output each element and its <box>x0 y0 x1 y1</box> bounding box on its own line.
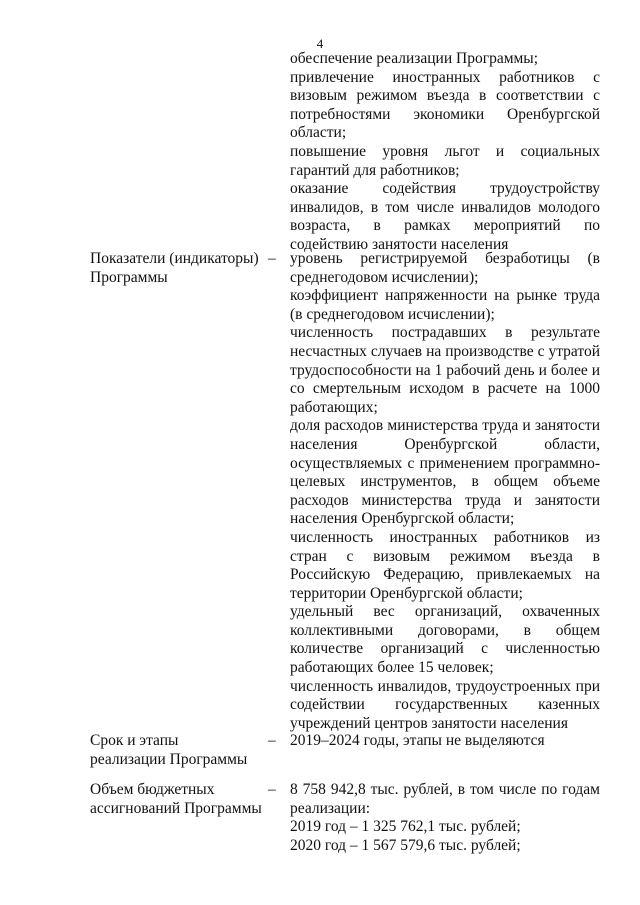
indicators-label: Показатели (индикаторы) Программы <box>90 250 259 286</box>
budget-content <box>290 781 600 855</box>
indicators-content <box>290 250 600 733</box>
continuation-item: привлечение иностранных работников с визовым режимом въезда в соответствии с потребностями экономики Оренбургской области; <box>290 68 600 142</box>
budget-text: 8 758 942,8 тыс. рублей, в том числе по годам реализации: <box>290 781 600 817</box>
indicator-item: численность иностранных работников из стран с визовым режимом въезда в Российскую Федерацию, привлекаемых на территории Оренбургской области; <box>290 528 600 602</box>
indicator-item: доля расходов министерства труда и занятости населения Оренбургской области, осуществляемых с применением программно-целевых инструментов, в общем объеме расходов министерства труда и занятости населения Оренбургской области; <box>290 417 600 528</box>
continuation-item: повышение уровня льгот и социальных гарантий для работников; <box>290 142 600 179</box>
budget-dash: – <box>268 781 276 798</box>
indicators-dash: – <box>268 250 276 267</box>
terms-dash: – <box>268 732 276 749</box>
budget-year: 2019 год – 1 325 762,1 тыс. рублей; <box>290 818 521 836</box>
terms-label: Срок и этапы реализации Программы <box>90 732 248 768</box>
terms-text: 2019–2024 годы, этапы не выделяются <box>290 732 545 749</box>
continuation-content <box>290 50 600 255</box>
budget-year: 2020 год – 1 567 579,6 тыс. рублей; <box>290 836 521 854</box>
indicator-item: численность пострадавших в результате несчастных случаев на производстве с утратой трудоспособности на 1 рабочий день и более и со смертельным исходом в расчете на 1000 работающих; <box>290 324 600 416</box>
indicator-item: уровень регистрируемой безработицы (в среднегодовом исчислении); <box>290 250 600 286</box>
continuation-item: оказание содействия трудоустройству инвалидов, в том числе инвалидов молодого возраста, в рамках мероприятий по содействию занятости населения <box>290 180 600 253</box>
continuation-item: обеспечение реализации Программы; <box>290 50 539 67</box>
indicator-item: удельный вес организаций, охваченных коллективными договорами, в общем количестве организаций с численностью работающих более 15 человек; <box>290 603 600 677</box>
indicator-item: численность инвалидов, трудоустроенных при содействии государственных казенных учреждений центров занятости населения <box>290 677 600 732</box>
terms-content <box>290 732 600 751</box>
page-number: 4 <box>316 36 324 51</box>
budget-label: Объем бюджетных ассигнований Программы <box>90 781 262 817</box>
indicator-item: коэффициент напряженности на рынке труда (в среднегодовом исчислении); <box>290 287 600 323</box>
